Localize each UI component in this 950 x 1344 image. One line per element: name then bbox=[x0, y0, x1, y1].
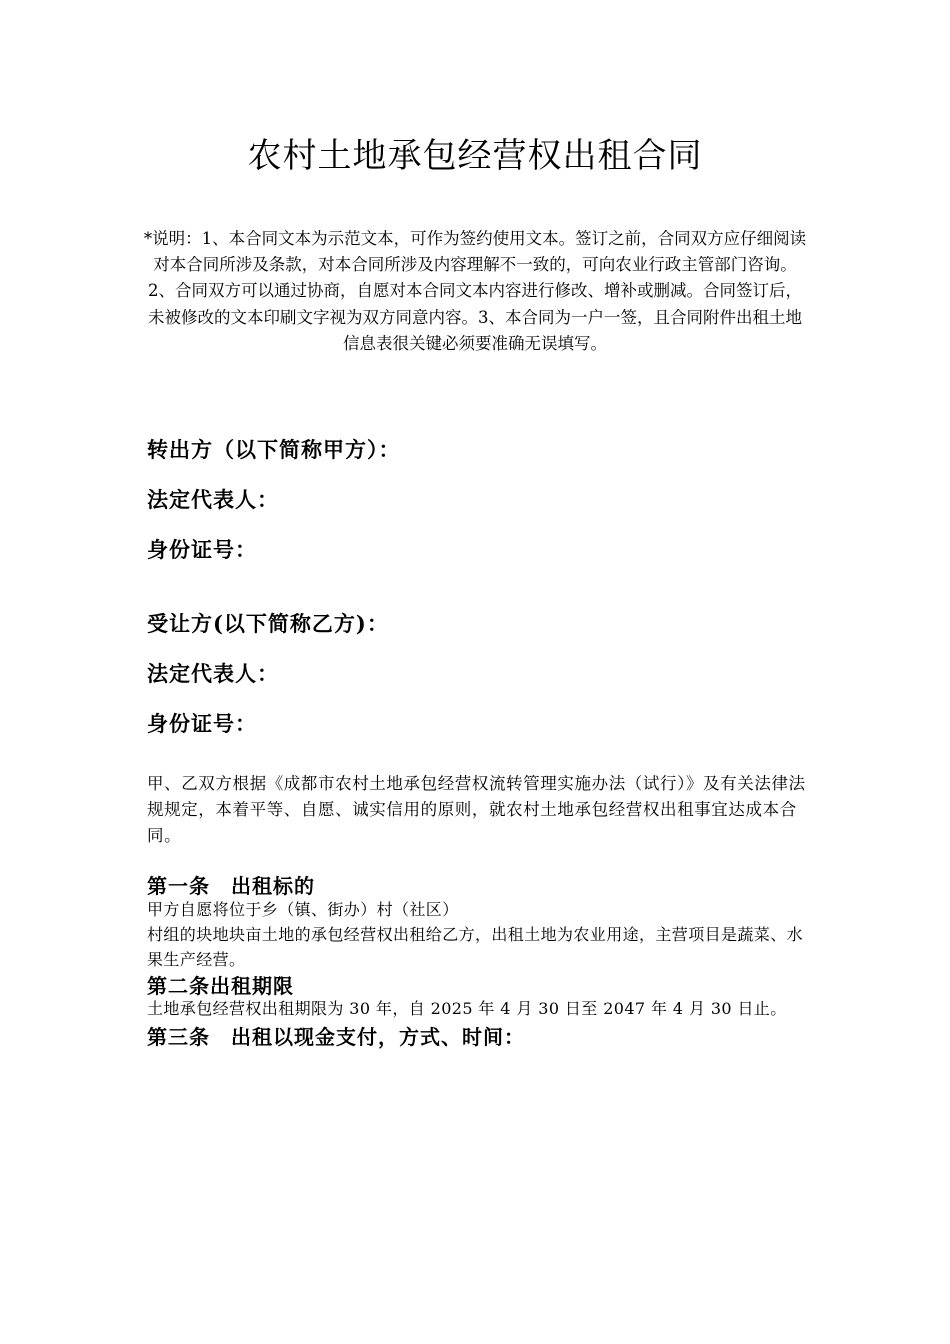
preamble-paragraph: 甲、乙双方根据《成都市农村土地承包经营权流转管理实施办法（试行）》及有关法律法规规定，本着平等、自愿、诚实信用的原则，就农村土地承包经营权出租事宜达成本合同。 bbox=[147, 774, 806, 845]
article-1-line-1: 甲方自愿将位于乡（镇、街办）村（社区） bbox=[147, 900, 459, 919]
party-a-id-number: 身份证号： bbox=[147, 537, 257, 562]
article-1-heading: 第一条 出租标的 bbox=[147, 874, 315, 898]
party-a-label: 转出方（以下简称甲方）： bbox=[147, 437, 401, 462]
article-2-heading: 第二条出租期限 bbox=[147, 974, 294, 998]
party-b-label: 受让方(以下简称乙方)： bbox=[147, 611, 389, 636]
party-b-id-number: 身份证号： bbox=[147, 711, 257, 736]
party-b-representative: 法定代表人： bbox=[147, 661, 279, 686]
article-3-heading: 第三条 出租以现金支付，方式、时间： bbox=[147, 1025, 525, 1049]
party-a-representative: 法定代表人： bbox=[147, 487, 279, 512]
usage-note: *说明：1、本合同文本为示范文本，可作为签约使用文本。签订之前，合同双方应仔细阅读对本合同所涉及条款，对本合同所涉及内容理解不一致的，可向农业行政主管部门咨询。2、合同双方可以通过协商，自愿对本合同文本内容进行修改、增补或删减。合同签订后，未被修改的文本印刷文字视为双方同意内容。3、本合同为一户一签，且合同附件出租土地信息表很关键必须要准确无误填写。 bbox=[143, 229, 807, 353]
document-title: 农村土地承包经营权出租合同 bbox=[247, 136, 703, 176]
article-1-line-2: 村组的块地块亩土地的承包经营权出租给乙方，出租土地为农业用途，主营项目是蔬菜、水果生产经营。 bbox=[147, 925, 804, 969]
article-2-line-1: 土地承包经营权出租期限为 30 年，自 2025 年 4 月 30 日至 2047 年 4 月 30 日止。 bbox=[147, 999, 787, 1018]
